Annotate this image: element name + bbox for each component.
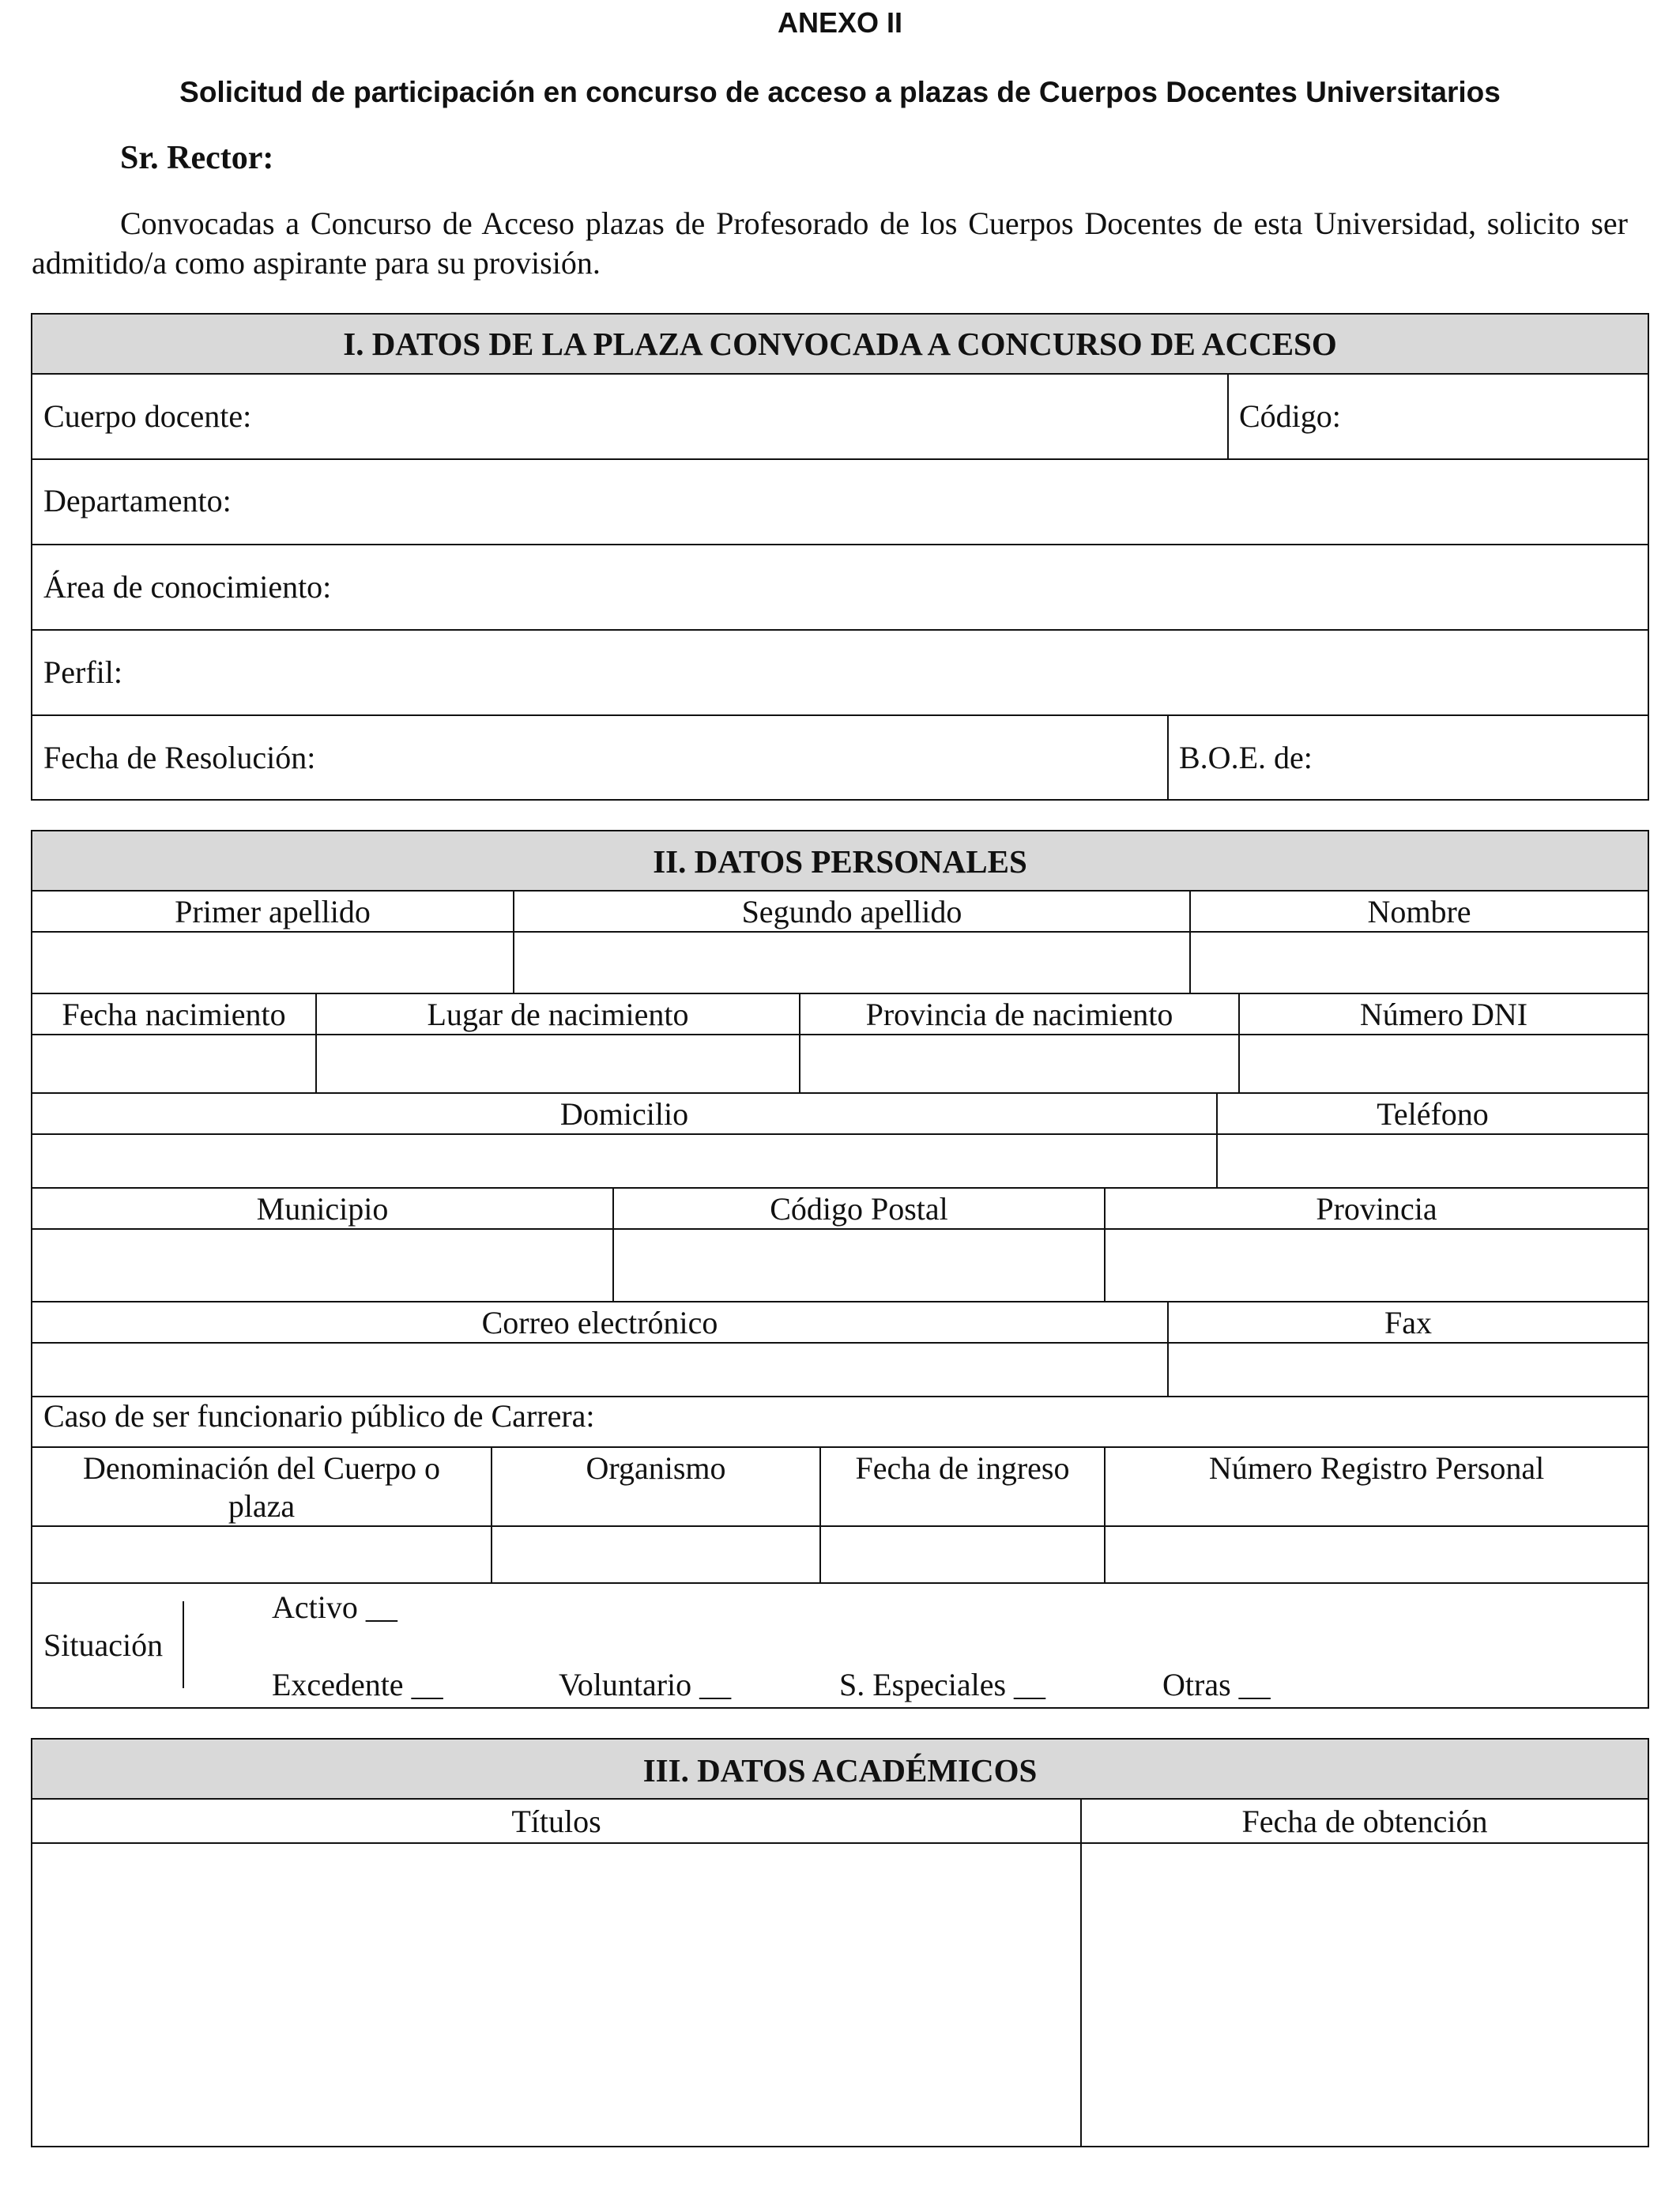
denominacion-label-line1: Denominación del Cuerpo o [82, 1450, 441, 1486]
nombre-input[interactable] [1192, 934, 1646, 991]
annex-title: ANEXO II [777, 6, 903, 39]
section-plaza-header [32, 315, 1648, 375]
section-personal [31, 830, 1649, 1709]
excedente-option[interactable]: Excedente __ [272, 1667, 443, 1702]
provincia-nacimiento-label: Provincia de nacimiento [865, 997, 1173, 1032]
segundo-apellido-input[interactable] [516, 934, 1188, 991]
section-plaza-title: I. DATOS DE LA PLAZA CONVOCADA A CONCURSO DE ACCESO [343, 326, 1337, 362]
registro-personal-input[interactable] [1107, 1529, 1646, 1581]
correo-label: Correo electrónico [481, 1305, 718, 1340]
section-personal-header [32, 831, 1648, 892]
otras-option[interactable]: Otras __ [1162, 1667, 1271, 1702]
numero-dni-input[interactable] [1241, 1037, 1646, 1091]
primer-apellido-label: Primer apellido [175, 894, 371, 929]
voluntario-option[interactable]: Voluntario __ [559, 1667, 732, 1702]
situacion-label: Situación [43, 1627, 164, 1663]
primer-apellido-input[interactable] [34, 934, 511, 991]
fecha-ingreso-input[interactable] [823, 1529, 1102, 1581]
section-academic-title: III. DATOS ACADÉMICOS [642, 1752, 1038, 1789]
lugar-nacimiento-input[interactable] [318, 1037, 797, 1091]
numero-dni-label: Número DNI [1359, 997, 1528, 1032]
codigo-field[interactable]: Código: [1239, 398, 1341, 434]
denominacion-label-line2: plaza [228, 1488, 296, 1524]
cuerpo-docente-field[interactable]: Cuerpo docente: [43, 398, 252, 434]
perfil-field[interactable]: Perfil: [43, 654, 122, 690]
section-academic [31, 1738, 1649, 2147]
codigo-postal-input[interactable] [616, 1231, 1102, 1299]
codigo-postal-label: Código Postal [770, 1191, 948, 1227]
provincia-nacimiento-input[interactable] [802, 1037, 1237, 1091]
area-conocimiento-field[interactable]: Área de conocimiento: [43, 569, 332, 605]
section-academic-header [32, 1740, 1648, 1800]
denominacion-input[interactable] [34, 1529, 489, 1581]
fecha-nacimiento-label: Fecha nacimiento [62, 997, 286, 1032]
organismo-label: Organismo [586, 1450, 726, 1486]
form-subtitle: Solicitud de participación en concurso de acceso a plazas de Cuerpos Docentes Universitarios [179, 76, 1501, 108]
intro-paragraph: Convocadas a Concurso de Acceso plazas de Profesorado de los Cuerpos Docentes de esta Universidad, solicito ser admitido/a como aspirante para su provisión. [32, 205, 1628, 281]
fecha-resolucion-field[interactable]: Fecha de Resolución: [43, 740, 316, 775]
boe-field[interactable]: B.O.E. de: [1179, 740, 1313, 775]
telefono-label: Teléfono [1377, 1096, 1489, 1132]
fax-label: Fax [1384, 1305, 1432, 1340]
titulos-input[interactable] [34, 1845, 1079, 2144]
titulos-label: Títulos [511, 1804, 601, 1839]
lugar-nacimiento-label: Lugar de nacimiento [427, 997, 689, 1032]
especiales-option[interactable]: S. Especiales __ [839, 1667, 1046, 1702]
domicilio-input[interactable] [34, 1137, 1215, 1186]
municipio-label: Municipio [256, 1191, 389, 1227]
municipio-input[interactable] [34, 1231, 611, 1299]
provincia-input[interactable] [1107, 1231, 1646, 1299]
section-plaza [31, 313, 1649, 801]
organismo-input[interactable] [494, 1529, 818, 1581]
fecha-obtencion-label: Fecha de obtención [1241, 1804, 1488, 1839]
departamento-field[interactable]: Departamento: [43, 483, 232, 518]
telefono-input[interactable] [1219, 1137, 1646, 1186]
domicilio-label: Domicilio [559, 1096, 689, 1132]
fecha-obtencion-input[interactable] [1083, 1845, 1646, 2144]
provincia-label: Provincia [1316, 1191, 1437, 1227]
salutation: Sr. Rector: [120, 140, 274, 176]
segundo-apellido-label: Segundo apellido [741, 894, 962, 929]
registro-personal-label: Número Registro Personal [1208, 1450, 1545, 1486]
fecha-nacimiento-input[interactable] [34, 1037, 314, 1091]
fecha-ingreso-label: Fecha de ingreso [855, 1450, 1070, 1486]
denominacion-label [32, 1449, 491, 1525]
nombre-label: Nombre [1367, 894, 1471, 929]
activo-option[interactable]: Activo __ [272, 1589, 397, 1625]
funcionario-label: Caso de ser funcionario público de Carrera: [43, 1398, 595, 1434]
correo-input[interactable] [34, 1345, 1166, 1394]
fax-input[interactable] [1170, 1345, 1646, 1394]
section-personal-title: II. DATOS PERSONALES [653, 843, 1027, 880]
